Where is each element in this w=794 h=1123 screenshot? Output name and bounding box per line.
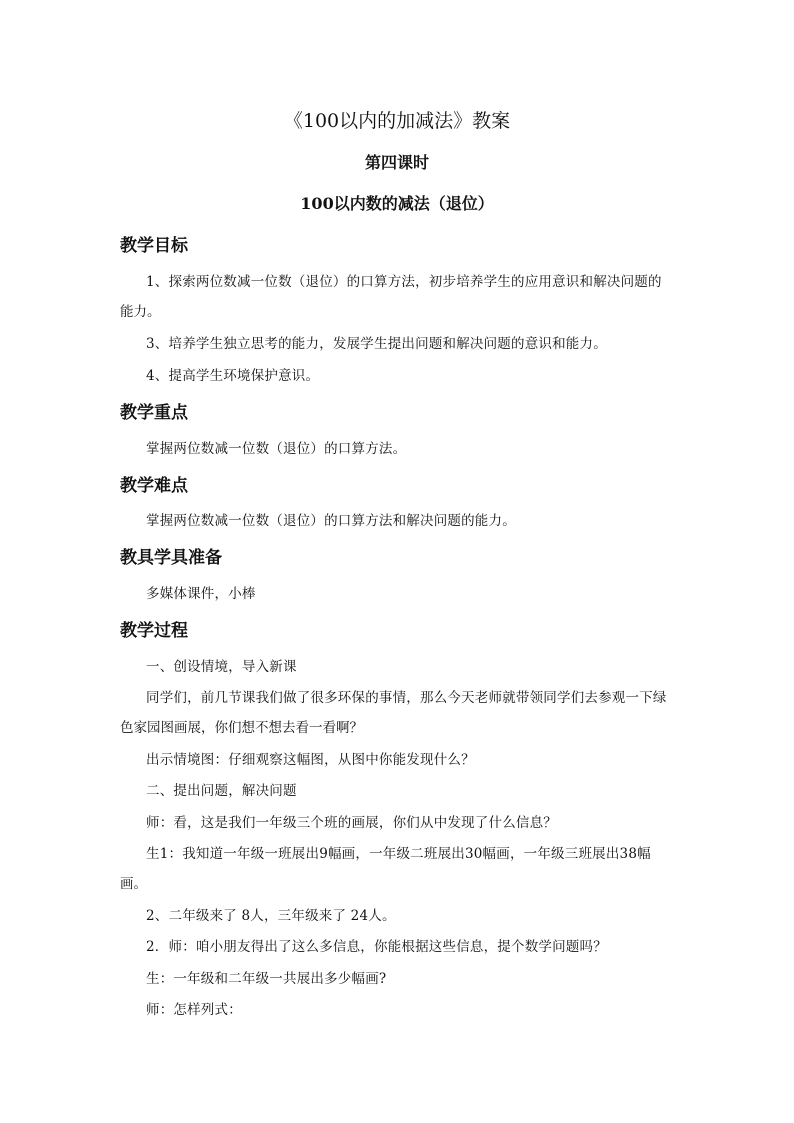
process-line: 出示情境图：仔细观察这幅图，从图中你能发现什么？ — [146, 752, 475, 768]
process-line-continuation: 色家园图画展，你们想不想去看一看啊？ — [120, 720, 363, 736]
goals-heading: 教学目标 — [120, 236, 188, 256]
materials-heading: 教具学具准备 — [120, 548, 222, 568]
process-line: 师：看，这是我们一年级三个班的画展，你们从中发现了什么信息？ — [146, 815, 557, 831]
process-line: 同学们，前几节课我们做了很多环保的事情，那么今天老师就带领同学们去参观一下绿 — [146, 690, 667, 706]
key-points-text: 掌握两位数减一位数（退位）的口算方法。 — [146, 441, 407, 457]
goal-item-continuation: 能力。 — [120, 304, 161, 320]
goal-item: 3、培养学生独立思考的能力，发展学生提出问题和解决问题的意识和能力。 — [146, 336, 607, 352]
process-line: 2、二年级来了 8人，三年级来了 24人。 — [146, 908, 396, 924]
process-heading: 教学过程 — [120, 621, 188, 641]
process-line: 二、提出问题，解决问题 — [146, 783, 297, 799]
difficulties-heading: 教学难点 — [120, 476, 188, 496]
goal-item: 4、提高学生环境保护意识。 — [146, 368, 320, 384]
key-points-heading: 教学重点 — [120, 403, 188, 423]
goal-item: 1、探索两位数减一位数（退位）的口算方法，初步培养学生的应用意识和解决问题的 — [146, 274, 662, 290]
difficulties-text: 掌握两位数减一位数（退位）的口算方法和解决问题的能力。 — [146, 513, 516, 529]
process-line: 师：怎样列式： — [146, 1002, 242, 1018]
process-line-continuation: 画。 — [120, 876, 147, 892]
process-line: 生1：我知道一年级一班展出9幅画，一年级二班展出30幅画，一年级三班展出38幅 — [146, 846, 651, 862]
topic-label: 100以内数的减法（退位） — [300, 194, 494, 213]
lesson-label: 第四课时 — [364, 153, 429, 172]
materials-text: 多媒体课件，小棒 — [146, 586, 256, 602]
process-line: 生：一年级和二年级一共展出多少幅画? — [146, 971, 387, 987]
process-line: 一、创设情境，导入新课 — [146, 659, 297, 675]
document-title: 《100以内的加减法》教案 — [283, 110, 511, 132]
process-line: 2．师：咱小朋友得出了这么多信息，你能根据这些信息，提个数学问题吗？ — [146, 939, 607, 955]
